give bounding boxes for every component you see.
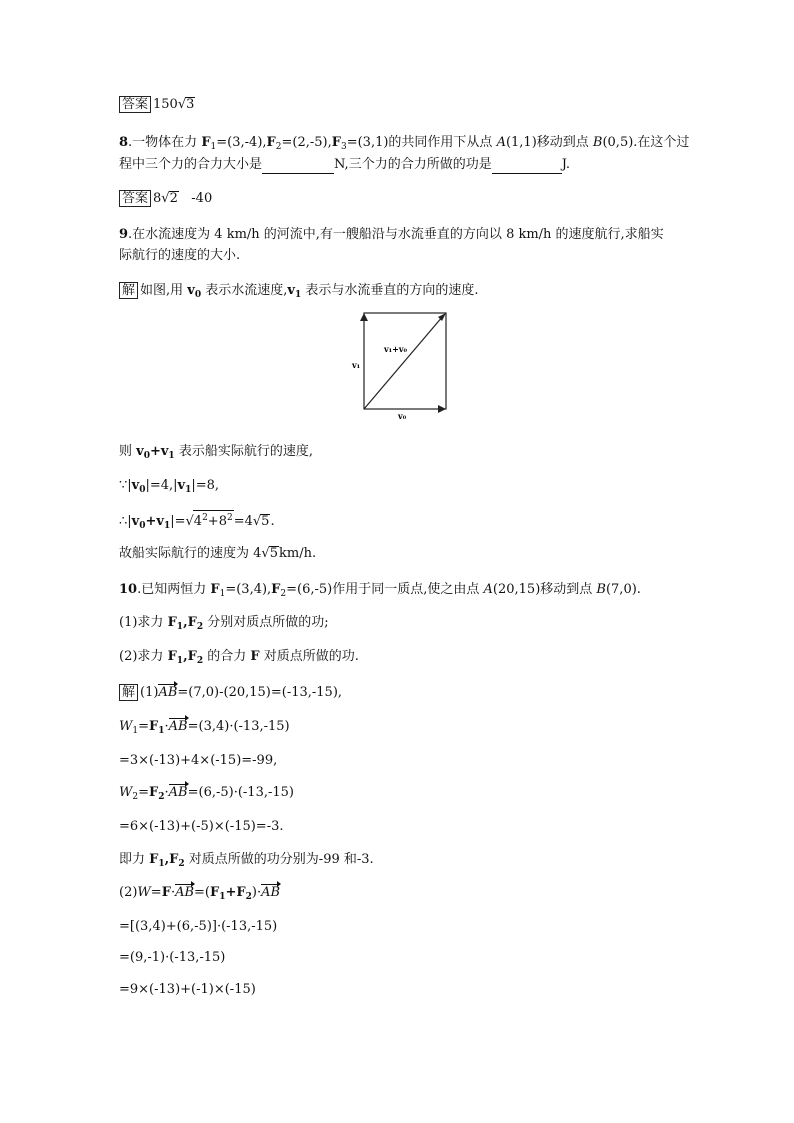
vector-ab: AB — [168, 719, 188, 734]
q8-line2: 程中三个力的合力大小是 N,三个力的合力所做的功是 J. — [119, 157, 571, 172]
blank-magnitude — [262, 159, 334, 174]
q10-part1: (1)求力 $F_1,F_2$ 分别对质点所做的功; — [119, 615, 329, 632]
q10-part2: (2)求力 $F_1,F_2$ 的合力 F 对质点所做的功. — [119, 649, 359, 666]
v0-arrowhead — [438, 405, 446, 413]
q10-sol-line2: $W_1=F_1\cdot AB=(3,4)\cdot(-13,-15)$ — [119, 719, 290, 736]
q9-solution-line4: $\therefore|v_0+v_1|=√4^2+8^2=4√5$. — [119, 510, 275, 535]
solution-tag: 解 — [119, 282, 138, 299]
q10-sol-line10: =9×(-13)+(-1)×(-15) — [119, 982, 256, 997]
q9-line2: 际航行的速度的大小. — [119, 248, 241, 263]
q9-solution-line3: $\because|v_0|=4,|v_1|=8$, — [119, 478, 220, 495]
diagonal-arrow-line — [364, 316, 443, 409]
q10-sol-line9: =(9,-1)·(-13,-15) — [119, 950, 226, 965]
velocity-diagram — [350, 310, 455, 422]
vector-ab: AB — [158, 685, 178, 700]
q9-solution-line5: 故船实际航行的速度为 4√5km/h. — [119, 546, 317, 561]
q9-solution-line1: 解 如图,用 $v_0$ 表示水流速度$,v_1$ 表示与水流垂直的方向的速度. — [119, 282, 478, 304]
q9-line1: 9.在水流速度为 4 km/h 的河流中,有一艘船沿与水流垂直的方向以 8 km/h 的速度航行,求船实 — [119, 227, 664, 242]
q10-sol-line4: $W_2=F_2\cdot AB=(6,-5)\cdot(-13,-15)$ — [119, 785, 294, 802]
q8-line1: 8.一物体在力 $F_1=(3,-4),F_2=(2,-5),F_3=(3,1)$的共同作用下从点 A(1,1)移动到点 B(0,5).在这个过 — [119, 135, 690, 152]
answer-tag: 答案 — [119, 96, 151, 113]
label-v0: v₀ — [398, 411, 407, 421]
q9-solution-line2: 则 $v_0+v_1$ 表示船实际航行的速度, — [119, 444, 313, 461]
blank-work — [492, 159, 562, 174]
vector-ab: AB — [168, 785, 188, 800]
q10-sol-line1: 解 (1)AB=(7,0)-(20,15)=(-13,-15), — [119, 684, 342, 702]
vector-ab: AB — [175, 885, 195, 900]
label-v1: v₁ — [352, 360, 361, 370]
label-v1-plus-v0: v₁+v₀ — [384, 344, 408, 354]
vector-ab: AB — [261, 885, 281, 900]
q10-sol-line3: =3×(-13)+4×(-15)=-99, — [119, 753, 278, 768]
q10-sol-line7: $(2)W=F\cdot AB=(F_1+F_2)\cdot AB$ — [119, 885, 281, 902]
q10-sol-line5: =6×(-13)+(-5)×(-15)=-3. — [119, 819, 284, 834]
q7-answer-line: 答案 150√3 — [119, 96, 195, 114]
answer-tag: 答案 — [119, 190, 151, 207]
q10-sol-line6: 即力 $F_1,F_2$ 对质点所做的功分别为-99 和-3. — [119, 852, 374, 869]
solution-tag: 解 — [119, 684, 138, 701]
q8-answer-line: 答案 8√2 -40 — [119, 190, 212, 208]
q10-sol-line8: =[(3,4)+(6,-5)]·(-13,-15) — [119, 919, 278, 934]
q10-line1: 10.已知两恒力 $F_1=(3,4),F_2=(6,-5)$作用于同一质点,使之由点 A(20,15)移动到点 B(7,0). — [119, 582, 641, 599]
v1-arrowhead — [360, 313, 368, 321]
